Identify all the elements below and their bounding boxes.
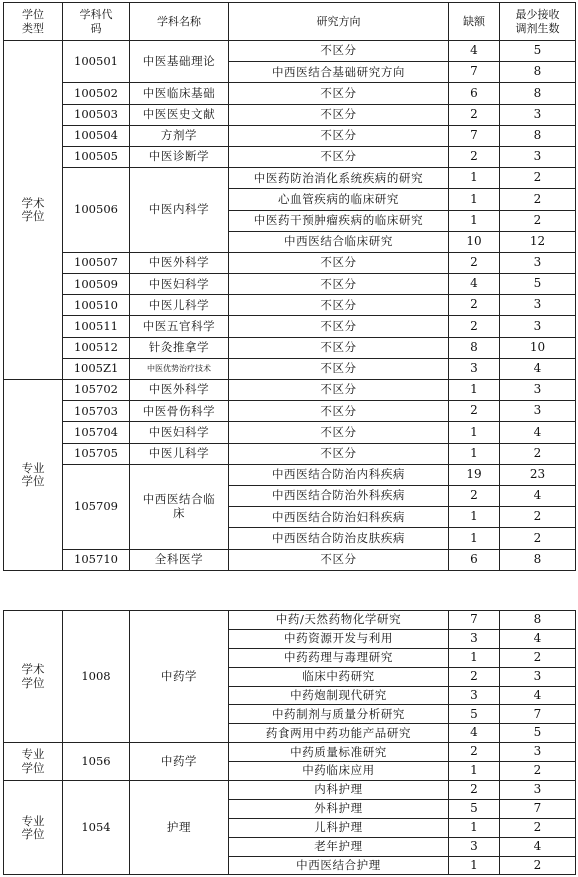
subject-name-cell: 中医儿科学	[130, 443, 229, 464]
subject-name-cell: 中医内科学	[130, 168, 229, 253]
subject-code-cell: 100511	[63, 316, 130, 337]
subject-name-cell: 中医诊断学	[130, 146, 229, 167]
vacancy-cell: 2	[449, 743, 500, 762]
vacancy-cell: 3	[449, 837, 500, 856]
research-direction-cell: 中药质量标准研究	[229, 743, 449, 762]
min-transfer-cell: 5	[500, 274, 576, 295]
table-row	[4, 104, 576, 125]
min-transfer-cell: 3	[500, 104, 576, 125]
admission-table-secondary	[3, 610, 576, 875]
header-min-transfer: 最少接收 调剂生数	[500, 3, 576, 41]
min-transfer-cell: 3	[500, 252, 576, 273]
subject-name-cell: 护理	[130, 781, 229, 875]
main-table-body	[4, 41, 576, 571]
subject-code-cell: 1008	[63, 611, 130, 743]
subject-name-cell: 中医儿科学	[130, 295, 229, 316]
research-direction-cell: 不区分	[229, 422, 449, 443]
vacancy-cell: 2	[449, 485, 500, 506]
secondary-table-body	[4, 611, 576, 875]
research-direction-cell: 外科护理	[229, 799, 449, 818]
min-transfer-cell: 4	[500, 629, 576, 648]
min-transfer-cell: 12	[500, 231, 576, 252]
vacancy-cell: 8	[449, 337, 500, 358]
min-transfer-cell: 3	[500, 743, 576, 762]
research-direction-cell: 不区分	[229, 380, 449, 401]
subject-name-cell: 全科医学	[130, 549, 229, 570]
table-row	[4, 611, 576, 630]
subject-name-cell: 中西医结合临 床	[130, 464, 229, 549]
vacancy-cell: 2	[449, 401, 500, 422]
min-transfer-cell: 8	[500, 83, 576, 104]
admission-table-main	[3, 2, 576, 571]
research-direction-cell: 不区分	[229, 274, 449, 295]
min-transfer-cell: 4	[500, 837, 576, 856]
vacancy-cell: 2	[449, 252, 500, 273]
subject-code-cell: 105702	[63, 380, 130, 401]
table-row	[4, 337, 576, 358]
min-transfer-cell: 4	[500, 485, 576, 506]
subject-code-cell: 100512	[63, 337, 130, 358]
research-direction-cell: 不区分	[229, 443, 449, 464]
research-direction-cell: 不区分	[229, 146, 449, 167]
research-direction-cell: 中西医结合防治内科疾病	[229, 464, 449, 485]
table-row	[4, 781, 576, 800]
subject-name-cell: 中医妇科学	[130, 422, 229, 443]
research-direction-cell: 中西医结合护理	[229, 856, 449, 875]
table-row	[4, 401, 576, 422]
research-direction-cell: 不区分	[229, 549, 449, 570]
research-direction-cell: 儿科护理	[229, 818, 449, 837]
min-transfer-cell: 2	[500, 507, 576, 528]
subject-name-cell: 中医临床基础	[130, 83, 229, 104]
min-transfer-cell: 2	[500, 856, 576, 875]
subject-code-cell: 100505	[63, 146, 130, 167]
table-row	[4, 168, 576, 189]
min-transfer-cell: 4	[500, 686, 576, 705]
min-transfer-cell: 10	[500, 337, 576, 358]
subject-name-cell: 中医五官科学	[130, 316, 229, 337]
min-transfer-cell: 2	[500, 528, 576, 549]
min-transfer-cell: 2	[500, 648, 576, 667]
research-direction-cell: 中西医结合基础研究方向	[229, 62, 449, 83]
table-row	[4, 274, 576, 295]
subject-name-cell: 中药学	[130, 611, 229, 743]
table-row	[4, 125, 576, 146]
subject-code-cell: 1056	[63, 743, 130, 781]
subject-code-cell: 100509	[63, 274, 130, 295]
vacancy-cell: 1	[449, 443, 500, 464]
vacancy-cell: 6	[449, 549, 500, 570]
vacancy-cell: 2	[449, 316, 500, 337]
research-direction-cell: 不区分	[229, 295, 449, 316]
subject-name-cell: 针灸推拿学	[130, 337, 229, 358]
min-transfer-cell: 3	[500, 146, 576, 167]
min-transfer-cell: 3	[500, 295, 576, 316]
vacancy-cell: 3	[449, 686, 500, 705]
subject-name-cell: 方剂学	[130, 125, 229, 146]
research-direction-cell: 不区分	[229, 337, 449, 358]
min-transfer-cell: 2	[500, 443, 576, 464]
research-direction-cell: 不区分	[229, 252, 449, 273]
research-direction-cell: 中医药干预肿瘤疾病的临床研究	[229, 210, 449, 231]
vacancy-cell: 5	[449, 799, 500, 818]
table-row	[4, 743, 576, 762]
min-transfer-cell: 2	[500, 818, 576, 837]
min-transfer-cell: 3	[500, 380, 576, 401]
subject-name-cell: 中医妇科学	[130, 274, 229, 295]
research-direction-cell: 中药/天然药物化学研究	[229, 611, 449, 630]
subject-code-cell: 100507	[63, 252, 130, 273]
table-row	[4, 252, 576, 273]
research-direction-cell: 临床中药研究	[229, 667, 449, 686]
research-direction-cell: 不区分	[229, 358, 449, 379]
header-row	[4, 3, 576, 41]
vacancy-cell: 10	[449, 231, 500, 252]
research-direction-cell: 中药临床应用	[229, 762, 449, 781]
vacancy-cell: 1	[449, 210, 500, 231]
vacancy-cell: 1	[449, 507, 500, 528]
subject-code-cell: 105705	[63, 443, 130, 464]
vacancy-cell: 2	[449, 104, 500, 125]
subject-code-cell: 100502	[63, 83, 130, 104]
vacancy-cell: 2	[449, 295, 500, 316]
research-direction-cell: 中西医结合防治妇科疾病	[229, 507, 449, 528]
table-row	[4, 316, 576, 337]
header-vacancy: 缺额	[449, 3, 500, 41]
subject-code-cell: 100510	[63, 295, 130, 316]
vacancy-cell: 1	[449, 762, 500, 781]
research-direction-cell: 中药资源开发与利用	[229, 629, 449, 648]
min-transfer-cell: 2	[500, 189, 576, 210]
vacancy-cell: 7	[449, 611, 500, 630]
vacancy-cell: 5	[449, 705, 500, 724]
subject-code-cell: 105704	[63, 422, 130, 443]
research-direction-cell: 不区分	[229, 41, 449, 62]
table-row	[4, 380, 576, 401]
table-row	[4, 422, 576, 443]
subject-name-cell: 中医外科学	[130, 380, 229, 401]
subject-code-cell: 100501	[63, 41, 130, 83]
vacancy-cell: 7	[449, 62, 500, 83]
subject-code-cell: 100503	[63, 104, 130, 125]
table-row	[4, 358, 576, 379]
vacancy-cell: 7	[449, 125, 500, 146]
min-transfer-cell: 8	[500, 125, 576, 146]
degree-type-cell: 专业 学位	[4, 743, 63, 781]
vacancy-cell: 1	[449, 818, 500, 837]
degree-type-cell: 专业 学位	[4, 380, 63, 571]
header-research-direction: 研究方向	[229, 3, 449, 41]
header-degree-type: 学位 类型	[4, 3, 63, 41]
subject-name-cell: 中医优势治疗技术	[130, 358, 229, 379]
header-subject-code: 学科代 码	[63, 3, 130, 41]
research-direction-cell: 中西医结合临床研究	[229, 231, 449, 252]
research-direction-cell: 不区分	[229, 401, 449, 422]
vacancy-cell: 2	[449, 146, 500, 167]
subject-code-cell: 105710	[63, 549, 130, 570]
degree-type-cell: 学术 学位	[4, 611, 63, 743]
min-transfer-cell: 7	[500, 705, 576, 724]
research-direction-cell: 中西医结合防治皮肤疾病	[229, 528, 449, 549]
min-transfer-cell: 4	[500, 358, 576, 379]
table-row	[4, 83, 576, 104]
table-row	[4, 464, 576, 485]
min-transfer-cell: 3	[500, 316, 576, 337]
subject-name-cell: 中医医史文献	[130, 104, 229, 125]
min-transfer-cell: 5	[500, 724, 576, 743]
research-direction-cell: 心血管疾病的临床研究	[229, 189, 449, 210]
subject-name-cell: 中药学	[130, 743, 229, 781]
vacancy-cell: 1	[449, 422, 500, 443]
vacancy-cell: 3	[449, 358, 500, 379]
table-row	[4, 41, 576, 62]
min-transfer-cell: 3	[500, 667, 576, 686]
min-transfer-cell: 5	[500, 41, 576, 62]
vacancy-cell: 2	[449, 781, 500, 800]
min-transfer-cell: 3	[500, 781, 576, 800]
subject-name-cell: 中医基础理论	[130, 41, 229, 83]
subject-name-cell: 中医外科学	[130, 252, 229, 273]
subject-code-cell: 100506	[63, 168, 130, 253]
degree-type-cell: 学术 学位	[4, 41, 63, 380]
vacancy-cell: 1	[449, 856, 500, 875]
subject-code-cell: 105709	[63, 464, 130, 549]
vacancy-cell: 19	[449, 464, 500, 485]
research-direction-cell: 中西医结合防治外科疾病	[229, 485, 449, 506]
research-direction-cell: 不区分	[229, 104, 449, 125]
research-direction-cell: 不区分	[229, 83, 449, 104]
vacancy-cell: 1	[449, 168, 500, 189]
min-transfer-cell: 8	[500, 62, 576, 83]
subject-code-cell: 1005Z1	[63, 358, 130, 379]
table-row	[4, 295, 576, 316]
vacancy-cell: 1	[449, 528, 500, 549]
subject-name-cell: 中医骨伤科学	[130, 401, 229, 422]
research-direction-cell: 中药炮制现代研究	[229, 686, 449, 705]
table-row	[4, 146, 576, 167]
min-transfer-cell: 2	[500, 168, 576, 189]
subject-code-cell: 100504	[63, 125, 130, 146]
vacancy-cell: 2	[449, 667, 500, 686]
min-transfer-cell: 4	[500, 422, 576, 443]
research-direction-cell: 不区分	[229, 316, 449, 337]
min-transfer-cell: 23	[500, 464, 576, 485]
vacancy-cell: 1	[449, 648, 500, 667]
research-direction-cell: 中药制剂与质量分析研究	[229, 705, 449, 724]
subject-code-cell: 1054	[63, 781, 130, 875]
research-direction-cell: 不区分	[229, 125, 449, 146]
vacancy-cell: 4	[449, 724, 500, 743]
research-direction-cell: 老年护理	[229, 837, 449, 856]
min-transfer-cell: 7	[500, 799, 576, 818]
vacancy-cell: 6	[449, 83, 500, 104]
min-transfer-cell: 3	[500, 401, 576, 422]
vacancy-cell: 4	[449, 274, 500, 295]
vacancy-cell: 1	[449, 380, 500, 401]
subject-code-cell: 105703	[63, 401, 130, 422]
vacancy-cell: 4	[449, 41, 500, 62]
table-row	[4, 549, 576, 570]
research-direction-cell: 药食两用中药功能产品研究	[229, 724, 449, 743]
research-direction-cell: 中药药理与毒理研究	[229, 648, 449, 667]
research-direction-cell: 中医药防治消化系统疾病的研究	[229, 168, 449, 189]
vacancy-cell: 1	[449, 189, 500, 210]
min-transfer-cell: 8	[500, 549, 576, 570]
research-direction-cell: 内科护理	[229, 781, 449, 800]
degree-type-cell: 专业 学位	[4, 781, 63, 875]
min-transfer-cell: 8	[500, 611, 576, 630]
min-transfer-cell: 2	[500, 210, 576, 231]
vacancy-cell: 3	[449, 629, 500, 648]
table-row	[4, 443, 576, 464]
min-transfer-cell: 2	[500, 762, 576, 781]
header-subject-name: 学科名称	[130, 3, 229, 41]
